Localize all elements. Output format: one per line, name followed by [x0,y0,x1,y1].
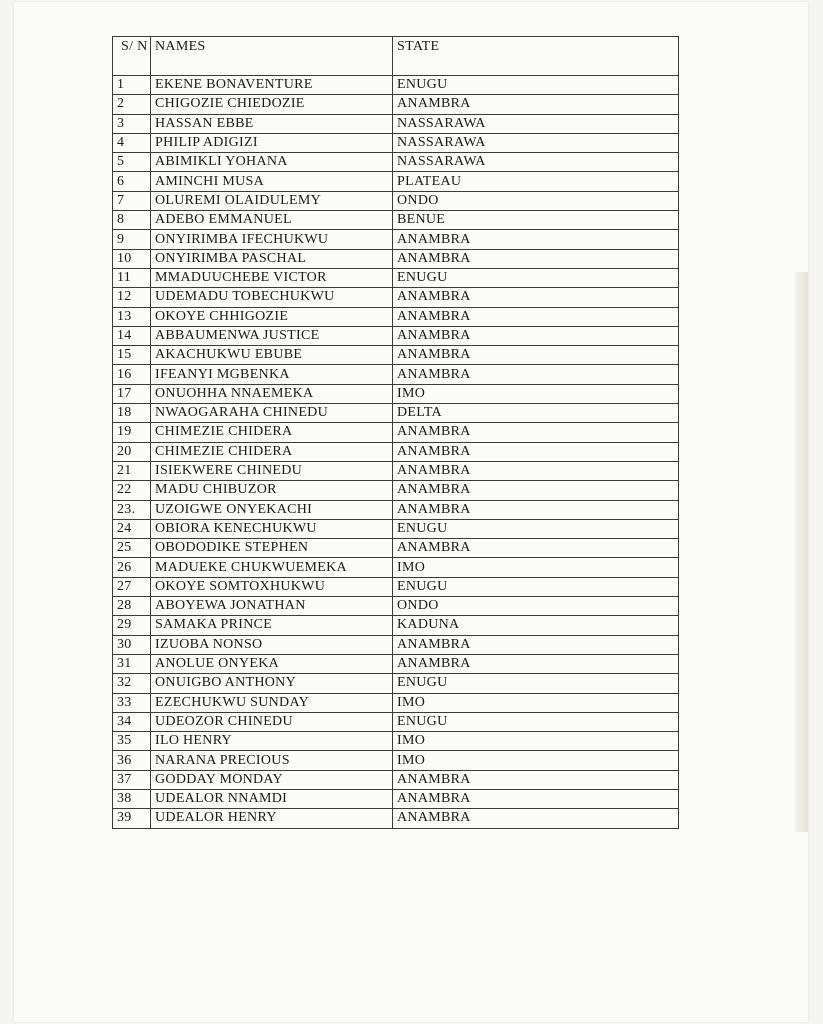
cell-state: NASSARAWA [393,133,679,152]
table-row [113,500,679,519]
table-row [113,191,679,210]
cell-state: KADUNA [393,616,679,635]
cell-serial-number: 31 [113,654,151,673]
cell-state: IMO [393,693,679,712]
cell-serial-number: 5 [113,153,151,172]
table-row [113,404,679,423]
table-body [113,76,679,829]
cell-state: ENUGU [393,268,679,287]
cell-serial-number: 30 [113,635,151,654]
cell-serial-number: 8 [113,211,151,230]
table-row [113,809,679,828]
cell-name: AMINCHI MUSA [151,172,393,191]
cell-serial-number: 32 [113,674,151,693]
table-row [113,674,679,693]
table-row [113,423,679,442]
table-row [113,577,679,596]
cell-name: ABIMIKLI YOHANA [151,153,393,172]
cell-serial-number: 1 [113,76,151,95]
cell-state: ANAMBRA [393,307,679,326]
cell-state: ANAMBRA [393,500,679,519]
cell-name: PHILIP ADIGIZI [151,133,393,152]
cell-serial-number: 20 [113,442,151,461]
cell-state: ENUGU [393,519,679,538]
table-row [113,616,679,635]
cell-name: EKENE BONAVENTURE [151,76,393,95]
cell-serial-number: 16 [113,365,151,384]
cell-serial-number: 33 [113,693,151,712]
cell-serial-number: 17 [113,384,151,403]
names-table [112,36,679,829]
cell-state: ANAMBRA [393,230,679,249]
cell-serial-number: 2 [113,95,151,114]
header-names: NAMES [151,37,393,76]
table-row [113,95,679,114]
cell-name: OLUREMI OLAIDULEMY [151,191,393,210]
table-row [113,307,679,326]
cell-state: ANAMBRA [393,809,679,828]
cell-serial-number: 38 [113,789,151,808]
cell-state: ANAMBRA [393,326,679,345]
cell-name: OBIORA KENECHUKWU [151,519,393,538]
cell-serial-number: 22 [113,481,151,500]
cell-state: ANAMBRA [393,654,679,673]
table-row [113,654,679,673]
cell-state: ANAMBRA [393,288,679,307]
cell-name: ABBAUMENWA JUSTICE [151,326,393,345]
cell-serial-number: 34 [113,712,151,731]
table-row [113,635,679,654]
cell-state: ANAMBRA [393,249,679,268]
cell-serial-number: 14 [113,326,151,345]
table-row [113,519,679,538]
table-row [113,770,679,789]
table-row [113,230,679,249]
cell-name: EZECHUKWU SUNDAY [151,693,393,712]
cell-state: ANAMBRA [393,365,679,384]
cell-state: ONDO [393,191,679,210]
cell-serial-number: 25 [113,539,151,558]
cell-name: ILO HENRY [151,732,393,751]
table-row [113,597,679,616]
cell-serial-number: 27 [113,577,151,596]
cell-state: IMO [393,751,679,770]
cell-serial-number: 39 [113,809,151,828]
cell-serial-number: 35 [113,732,151,751]
cell-state: ANAMBRA [393,789,679,808]
cell-state: ANAMBRA [393,95,679,114]
cell-name: ISIEKWERE CHINEDU [151,461,393,480]
cell-name: UDEALOR HENRY [151,809,393,828]
cell-state: ANAMBRA [393,461,679,480]
table-row [113,346,679,365]
cell-name: UDEMADU TOBECHUKWU [151,288,393,307]
cell-name: OBODODIKE STEPHEN [151,539,393,558]
cell-state: IMO [393,558,679,577]
cell-state: ONDO [393,597,679,616]
cell-name: IZUOBA NONSO [151,635,393,654]
table-row [113,153,679,172]
cell-state: DELTA [393,404,679,423]
cell-state: ENUGU [393,674,679,693]
cell-name: OKOYE CHHIGOZIE [151,307,393,326]
cell-name: AKACHUKWU EBUBE [151,346,393,365]
table-row [113,326,679,345]
cell-name: ONYIRIMBA PASCHAL [151,249,393,268]
cell-name: MMADUUCHEBE VICTOR [151,268,393,287]
cell-serial-number: 24 [113,519,151,538]
table-row [113,558,679,577]
table-row [113,461,679,480]
table-row [113,365,679,384]
cell-serial-number: 26 [113,558,151,577]
cell-serial-number: 3 [113,114,151,133]
cell-name: MADU CHIBUZOR [151,481,393,500]
table-row [113,288,679,307]
cell-serial-number: 11 [113,268,151,287]
cell-name: ANOLUE ONYEKA [151,654,393,673]
cell-name: SAMAKA PRINCE [151,616,393,635]
cell-state: BENUE [393,211,679,230]
cell-name: ONUIGBO ANTHONY [151,674,393,693]
cell-serial-number: 21 [113,461,151,480]
cell-name: ABOYEWA JONATHAN [151,597,393,616]
table-row [113,751,679,770]
table-row [113,172,679,191]
cell-state: ANAMBRA [393,346,679,365]
table-header-row [113,37,679,76]
cell-name: UZOIGWE ONYEKACHI [151,500,393,519]
cell-name: OKOYE SOMTOXHUKWU [151,577,393,596]
cell-name: GODDAY MONDAY [151,770,393,789]
cell-state: ANAMBRA [393,442,679,461]
cell-state: NASSARAWA [393,114,679,133]
cell-state: ENUGU [393,577,679,596]
page-edge-shadow [794,272,808,832]
table-row [113,249,679,268]
table-row [113,76,679,95]
cell-serial-number: 15 [113,346,151,365]
table-row [113,268,679,287]
cell-serial-number: 10 [113,249,151,268]
cell-serial-number: 9 [113,230,151,249]
cell-serial-number: 7 [113,191,151,210]
table-row [113,789,679,808]
table-row [113,732,679,751]
cell-serial-number: 19 [113,423,151,442]
cell-state: ANAMBRA [393,770,679,789]
cell-serial-number: 13 [113,307,151,326]
header-serial-number: S/ N [113,37,151,76]
cell-state: ANAMBRA [393,635,679,654]
cell-serial-number: 37 [113,770,151,789]
cell-serial-number: 4 [113,133,151,152]
cell-state: IMO [393,384,679,403]
cell-name: ONUOHHA NNAEMEKA [151,384,393,403]
table-row [113,114,679,133]
cell-state: ENUGU [393,712,679,731]
table-row [113,211,679,230]
cell-serial-number: 36 [113,751,151,770]
cell-name: CHIGOZIE CHIEDOZIE [151,95,393,114]
cell-serial-number: 28 [113,597,151,616]
table-row [113,442,679,461]
table-row [113,712,679,731]
cell-state: PLATEAU [393,172,679,191]
table-row [113,539,679,558]
cell-name: ONYIRIMBA IFECHUKWU [151,230,393,249]
cell-name: ADEBO EMMANUEL [151,211,393,230]
cell-serial-number: 6 [113,172,151,191]
cell-name: CHIMEZIE CHIDERA [151,423,393,442]
cell-state: IMO [393,732,679,751]
cell-name: UDEOZOR CHINEDU [151,712,393,731]
cell-state: ANAMBRA [393,481,679,500]
cell-name: NWAOGARAHA CHINEDU [151,404,393,423]
table-row [113,133,679,152]
cell-state: NASSARAWA [393,153,679,172]
cell-state: ENUGU [393,76,679,95]
header-state: STATE [393,37,679,76]
cell-name: MADUEKE CHUKWUEMEKA [151,558,393,577]
cell-serial-number: 18 [113,404,151,423]
cell-name: NARANA PRECIOUS [151,751,393,770]
cell-name: IFEANYI MGBENKA [151,365,393,384]
cell-name: CHIMEZIE CHIDERA [151,442,393,461]
table-row [113,384,679,403]
table-row [113,481,679,500]
cell-state: ANAMBRA [393,423,679,442]
table-row [113,693,679,712]
cell-serial-number: 23. [113,500,151,519]
cell-serial-number: 12 [113,288,151,307]
cell-name: UDEALOR NNAMDI [151,789,393,808]
cell-serial-number: 29 [113,616,151,635]
cell-state: ANAMBRA [393,539,679,558]
cell-name: HASSAN EBBE [151,114,393,133]
